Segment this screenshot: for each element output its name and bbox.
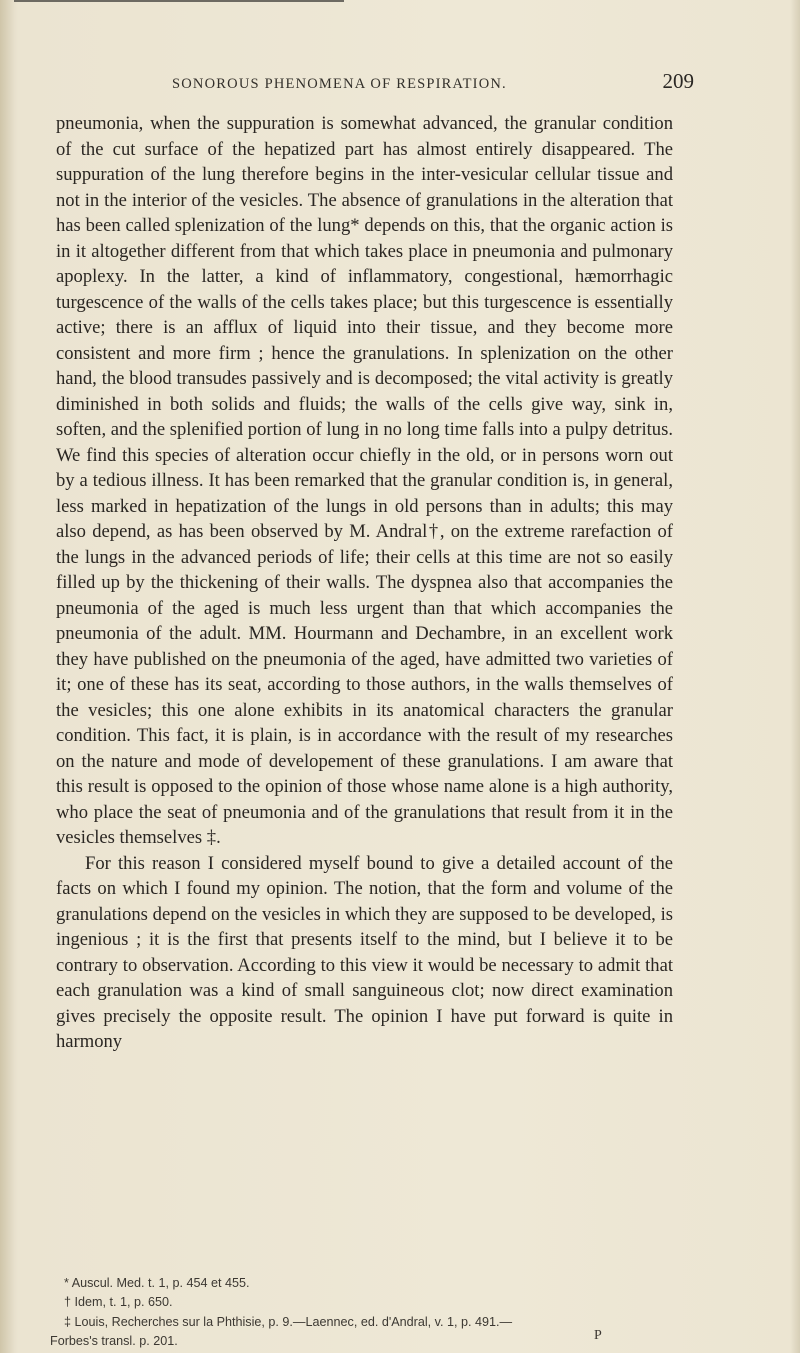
page-right-edge: [790, 0, 800, 1353]
body-text: [56, 111, 673, 1055]
paragraph: pneumonia, when the suppuration is somewhat advanced, the granular condition of the cut surface of the hepatized part has almost entirely disappeared. The suppuration of the lung therefore begins in the inter-vesicular cellular tissue and not in the interior of the vesicles. The absence of granulations in the alteration that has been called splenization of the lung* depends on this, that the organic action is in it altogether different from that which takes place in pneumonia and pulmonary apoplexy. In the latter, a kind of inflammatory, congestional, hæmorrhagic turgescence of the walls of the cells takes place; but this turgescence is essentially active; there is an afflux of liquid into their tissue, and they become more consistent and more firm ; hence the granulations. In splenization on the other hand, the blood transudes passively and is decomposed; the vital activity is greatly diminished in both solids and fluids; the walls of the cells give way, sink in, soften, and the splenified portion of lung in no long time falls into a pulpy detritus. We find this species of alteration occur chiefly in the old, or in persons worn out by a tedious illness. It has been remarked that the granular condition is, in general, less marked in hepatization of the lungs in old persons than in adults; this may also depend, as has been observed by M. Andral†, on the extreme rarefaction of the lungs in the advanced periods of life; their cells at this time are not so easily filled up by the thickening of their walls. The dyspnea also that accompanies the pneumonia of the aged is much less urgent than that which accompanies the pneumonia of the adult. MM. Hourmann and Dechambre, in an excellent work they have published on the pneumonia of the aged, have admitted two varieties of it; one of these has its seat, according to those authors, in the walls themselves of the vesicles; this one alone exhibits in its anatomical characters the granular condition. This fact, it is plain, is in accordance with the result of my researches on the nature and mode of developement of these granulations. I am aware that this result is opposed to the opinion of those whose name alone is a high authority, who place the seat of pneumonia and of the granulations that result from it in the vesicles themselves ‡.: [56, 113, 673, 848]
footnote-continuation: Forbes's transl. p. 201.: [50, 1334, 178, 1349]
footnote: † Idem, t. 1, p. 650.: [64, 1295, 173, 1310]
footnote: * Auscul. Med. t. 1, p. 454 et 455.: [64, 1276, 250, 1290]
page-binding-edge: [0, 0, 14, 1353]
footnote: ‡ Louis, Recherches sur la Phthisie, p. 9.—Laennec, ed. d'Andral, v. 1, p. 491.—: [64, 1314, 513, 1329]
running-head: SONOROUS PHENOMENA OF RESPIRATION.: [172, 76, 507, 92]
page-number: 209: [662, 69, 694, 93]
top-rule: [14, 0, 344, 8]
footnotes: [50, 1274, 672, 1352]
page-header: [172, 69, 694, 96]
paragraph: For this reason I considered myself bound to give a detailed account of the facts on which I found my opinion. The notion, that the form and volume of the granulations depend on the vesicles in which they are supposed to be developed, is ingenious ; it is the first that presents itself to the mind, but I believe it to be contrary to observation. According to this view it would be necessary to admit that each granulation was a kind of small sanguineous clot; now direct examination gives precisely the opposite result. The opinion I have put forward is quite in harmony: [56, 852, 673, 1052]
signature-mark: P: [594, 1328, 602, 1343]
